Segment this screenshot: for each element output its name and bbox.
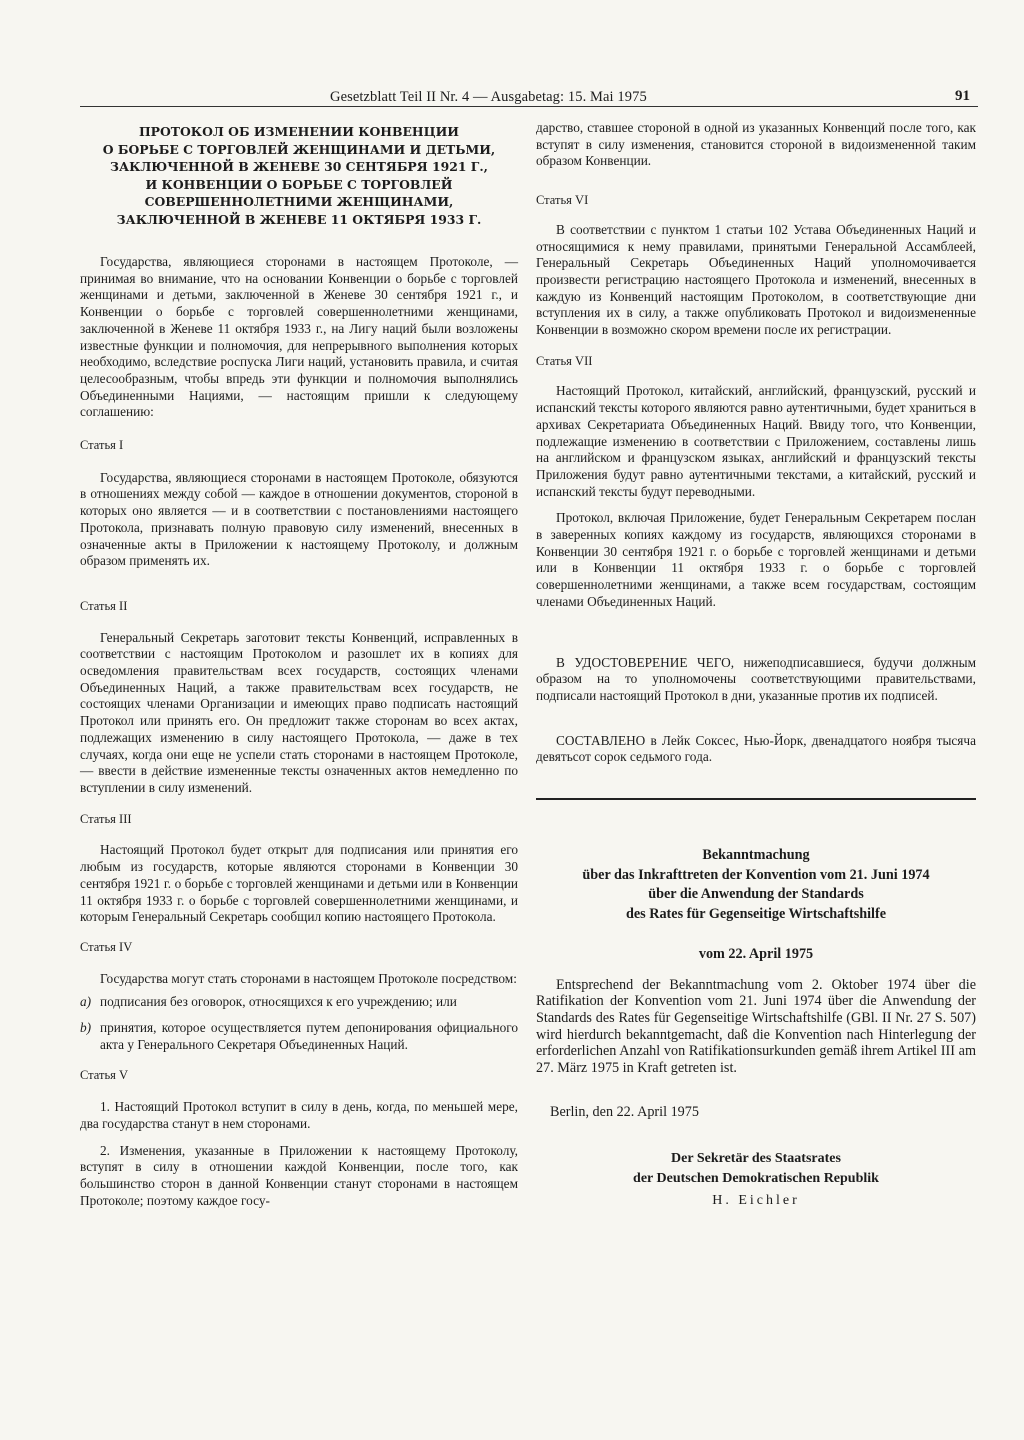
article-4-text: Государства могут стать сторонами в настоящем Протоколе посредством: [100, 970, 517, 986]
title-line: ЗАКЛЮЧЕННОЙ В ЖЕНЕВЕ 11 ОКТЯБРЯ 1933 Г. [116, 211, 482, 227]
title-line: И КОНВЕНЦИИ О БОРЬБЕ С ТОРГОВЛЕЙ [145, 176, 453, 192]
announcement-title-line: Bekanntmachung [702, 847, 810, 864]
announcement-title-line: über das Inkrafttreten der Konvention vom 21. Juni 1974 [582, 866, 930, 883]
header-text: Gesetzblatt Teil II Nr. 4 — Ausgabetag: 15. Mai 1975 [330, 89, 647, 105]
page-header [80, 89, 976, 103]
left-column [80, 120, 518, 1209]
header-rule [80, 106, 978, 107]
signer-name: H. Eichler [712, 1192, 800, 1208]
preamble: Государства, являющиеся сторонами в настоящем Протоколе, — принимая во внимание, что на основании Конвенции о борьбе с торговлей женщинами и детьми, заключенной в Женеве 30 сентября 1921 г., и Конвенции о борьбе с торговлей совершеннолетними женщинами, заключенной в Женеве 11 октября 1933 г., на Лигу наций были возложены известные функции и полномочия, для непрерывного выполнения которых необходимо, вследствие роспуска Лиги наций, установить правила, и считая целесообразным, чтобы впредь эти функции и полномочия выполнялись Объединенными Нациями, — настоящим пришли к следующему соглашению: [80, 254, 518, 420]
article-1-text: Государства, являющиеся сторонами в настоящем Протоколе, обязуются в отношениях между собой — каждое в отношении документов, стороной в которых оно является — и в соответствии с постановлениями настоящего Протокола, признавать полную правовую силу изменений, внесенных в означенные акты в Приложении к настоящему Протоколу, и должным образом применять их. [80, 469, 518, 569]
right-column [536, 120, 976, 1210]
protocol-title [80, 123, 518, 228]
article-3-text: Настоящий Протокол будет открыт для подписания или принятия его любым из государств, которые являются сторонами в Конвенции 30 сентября 1921 г. о борьбе с торговлей женщинами и детьми или в Конвенции 11 октября 1933 г. о борьбе с торговлей совершеннолетними женщинами, и которым Генеральный Секретарь сообщил копию настоящего Протокола. [80, 842, 518, 925]
title-line: О БОРЬБЕ С ТОРГОВЛЕЙ ЖЕНЩИНАМИ И ДЕТЬМИ, [102, 141, 496, 157]
continued-text: дарство, ставшее стороной в одной из указанных Конвенций после того, как вступят в силу изменения, становится стороной в видоизмененной таким образом Конвенции. [536, 120, 976, 169]
title-line: ПРОТОКОЛ ОБ ИЗМЕНЕНИИ КОНВЕНЦИИ [138, 124, 460, 139]
witness-clause: В УДОСТОВЕРЕНИЕ ЧЕГО, нижеподписавшиеся, будучи должным образом на то уполномочены соответствующими правительствами, подписали настоящий Протокол в дни, указанные против их подписей. [536, 654, 976, 703]
article-4-title: Статья IV [80, 939, 133, 954]
article-7-paragraph-2: Протокол, включая Приложение, будет Генеральным Секретарем послан в заверенных копиях каждому из государств, являющихся сторонами в Конвенции 30 сентября 1921 г. о борьбе с торговлей женщинами и детьми или в Конвенции 11 октября 1933 г. о борьбе с торговлей совершеннолетними женщинами, а также всем государствам, состоящим членами Объединенных Наций. [536, 510, 976, 609]
article-2-title: Статья II [80, 598, 128, 613]
list-text: подписания без оговорок, относящихся к его учреждению; или [100, 994, 457, 1010]
place-date: Berlin, den 22. April 1975 [550, 1104, 699, 1121]
title-line: ЗАКЛЮЧЕННОЙ В ЖЕНЕВЕ 30 СЕНТЯБРЯ 1921 Г., [110, 159, 488, 174]
announcement-body: Entsprechend der Bekanntmachung vom 2. Oktober 1974 über die Ratifikation der Konvention vom 21. Juni 1974 über die Anwendung der Standards des Rates für Gegenseitige Wirtschaftshilfe (GBl. II Nr. 27 S. 507) wird hierdurch bekanntgemacht, daß die Konvention nach Hinterlegung der erforderlichen Anzahl von Ratifikationsurkunden gemäß ihrem Artikel III am 27. März 1975 in Kraft getreten ist. [536, 976, 976, 1076]
article-5-title: Статья V [80, 1068, 129, 1083]
announcement-title-line: des Rates für Gegenseitige Wirtschaftshilfe [625, 905, 887, 922]
list-item [80, 994, 518, 1011]
article-5-paragraph-2: 2. Изменения, указанные в Приложении к настоящему Протоколу, вступят в силу в отношении каждой Конвенции, после того, как большинство сторон в данной Конвенции станут сторонами в настоящем Протоколе; поэтому каждое госу- [80, 1142, 518, 1208]
list-mark: a) [80, 994, 92, 1010]
signatory-title [536, 1149, 976, 1189]
article-2-text: Генеральный Секретарь заготовит тексты Конвенций, исправленных в соответствии с настоящим Протоколом и разошлет их в копиях для осведомления правительствам всех государств, состоящих членами Объединенных Наций, а также правительствам всех государств, не состоящих членами Организации и имеющих право подписать настоящий Протокол или принять его. Он предложит также сторонам во всех актах, подлежащих изменению в силу настоящего Протокола, — даже в тех случаях, когда они еще не успели стать сторонами в настоящем Протоколе, — ввести в действие измененные тексты означенных актов немедленно по вступлении в силу изменений. [80, 629, 518, 795]
article-6-text: В соответствии с пунктом 1 статьи 102 Устава Объединенных Наций и относящимися к нему правилами, принятыми Генеральной Ассамблеей, Генеральный Секретарь Объединенных Наций уполномочивается произвести регистрацию настоящего Протокола и изменений, внесенных в каждую из Конвенций настоящим Протоколом, в соответствующие дни вступления их в силу, а также опубликовать Протокол и видоизмененные Конвенции в возможно скором времени после их регистрации. [536, 221, 976, 338]
announcement-date: vom 22. April 1975 [698, 946, 814, 963]
announcement-title-line: über die Anwendung der Standards [648, 886, 864, 903]
article-7-title: Статья VII [536, 353, 593, 368]
article-6-title: Статья VI [536, 193, 589, 208]
announcement-title [536, 846, 976, 924]
signatory-title-line: Der Sekretär des Staatsrates [671, 1150, 841, 1166]
page-number: 91 [955, 88, 970, 104]
list-mark: b) [80, 1020, 92, 1036]
list-item [80, 1020, 518, 1053]
done-clause: СОСТАВЛЕНО в Лейк Соксес, Нью-Йорк, двенадцатого ноября тысяча девятьсот сорок седьмого года. [536, 732, 976, 765]
section-divider [536, 798, 976, 800]
article-5-paragraph-1: 1. Настоящий Протокол вступит в силу в день, когда, по меньшей мере, два государства станут в нем сторонами. [80, 1099, 518, 1131]
article-1-title: Статья I [80, 438, 124, 453]
article-3-title: Статья III [80, 811, 132, 826]
list-text: принятия, которое осуществляется путем депонирования официального акта у Генерального Секретаря Объединенных Наций. [100, 1020, 518, 1052]
article-7-paragraph-1: Настоящий Протокол, китайский, английский, французский, русский и испанский тексты которого являются равно аутентичными, будет храниться в архивах Секретариата Объединенных Наций. Ввиду того, что Конвенции, подлежащие изменению в соответствии с Приложением, составлены лишь на английском и французском языках, английский и французский тексты Приложения будут равно аутентичными текстами, а китайский, русский и испанский тексты будут переводными. [536, 383, 976, 499]
signatory-title-line: der Deutschen Demokratischen Republik [633, 1170, 879, 1186]
title-line: СОВЕРШЕННОЛЕТНИМИ ЖЕНЩИНАМИ, [144, 194, 454, 209]
